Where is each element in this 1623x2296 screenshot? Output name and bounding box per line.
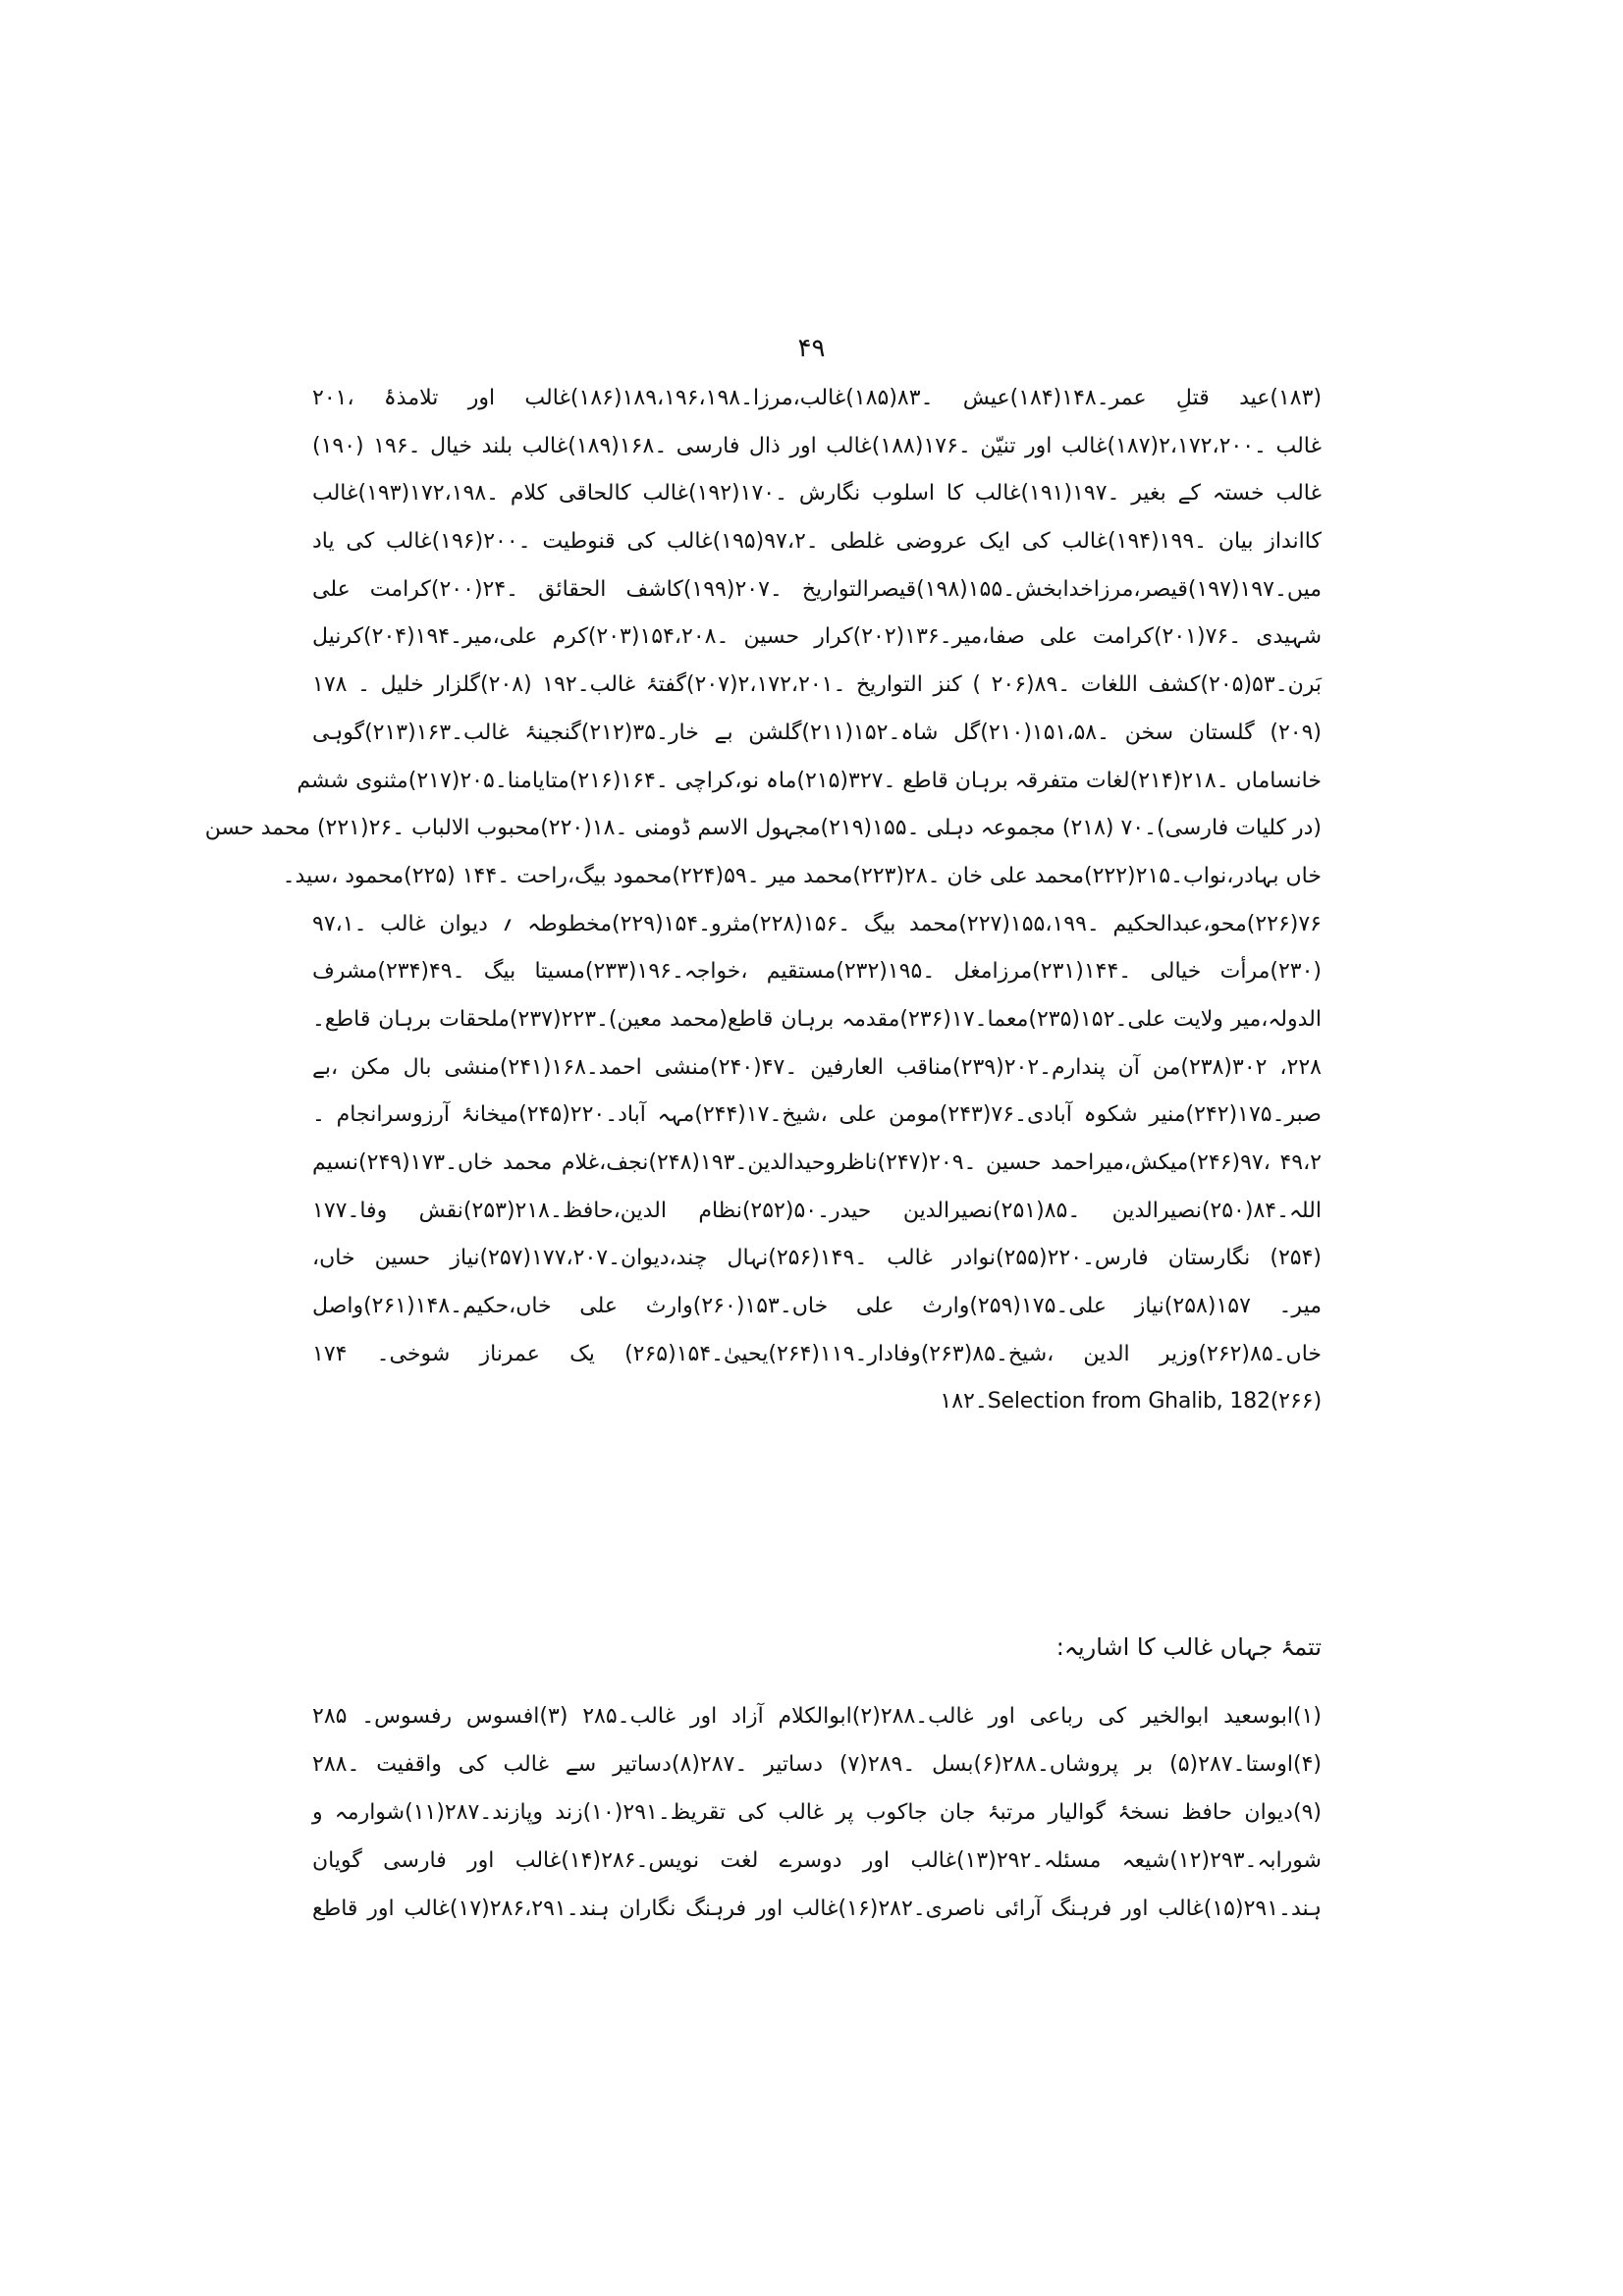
index-line: خاں۔۸۵(۲۶۲)وزیر الدین ،شیخ۔۸۵(۲۶۳)وفادار۔۱۱۹(۲۶۴)یحییٰ۔۱۵۴(۲۶۵) یک عمرناز شوخی۔ ۱۷۴: [312, 1341, 1322, 1366]
index-line: (۲۳۰)مرأت خیالی ۔۱۴۴(۲۳۱)مرزامغل ۔۱۹۵(۲۳۲)مستقیم ،خواجہ۔۱۹۶(۲۳۳)مسیتا بیگ ۔۴۹(۲۳۴)مشرف: [312, 959, 1323, 985]
index-line-last: Selection from Ghalib, 182(۲۶۶)۔۱۸۲: [940, 1389, 1322, 1415]
index-line: (۲۰۹) گلستان سخن ۔۱۵۱،۵۸(۲۱۰)گل شاہ۔۱۵۲(۲۱۱)گلشن بے خار۔۳۵(۲۱۲)گنجینۂ غالب۔۱۶۳(۲۱۳)گوہی: [312, 720, 1323, 745]
supplement-line: (۴)اوستا۔۲۸۷(۵) بر پروشاں۔۲۸۸(۶)بسل ۔۲۸۹(۷) دساتیر ۔۲۸۷(۸)دساتیر سے غالب کی واقفیت ۔۲۸۸: [312, 1752, 1322, 1777]
index-line: میر۔ ۱۵۷(۲۵۸)نیاز علی۔۱۷۵(۲۵۹)وارث علی خاں۔۱۵۳(۲۶۰)وارث علی خاں،حکیم۔۱۴۸(۲۶۱)واصل: [312, 1294, 1322, 1319]
index-line: غالب ۔۲،۱۷۲،۲۰۰(۱۸۷)غالب اور تنیّن ۔۱۷۶(۱۸۸)غالب اور ذال فارسی ۔۱۶۸(۱۸۹)غالب بلند خیال ۔۱۹۶ (۱۹۰): [312, 433, 1322, 458]
supplement-line: (۹)دیوان حافظ نسخۂ گوالیار مرتبۂ جان جاکوب پر غالب کی تقریظ۔۲۹۱(۱۰)زند وپازند۔۲۸۷(۱۱)شوارمہ و: [312, 1800, 1322, 1825]
supplement-line: شورابہ۔۲۹۳(۱۲)شیعہ مسئلہ۔۲۹۲(۱۳)غالب اور دوسرے لغت نویس۔۲۸۶(۱۴)غالب اور فارسی گویان: [312, 1848, 1322, 1873]
index-line: ۷۶(۲۲۶)محو،عبدالحکیم ۔۱۵۵،۱۹۹(۲۲۷)محمد بیگ ۔۱۵۶(۲۲۸)مثرو۔۱۵۴(۲۲۹)مخطوطہ ؍ دیوان غالب ۔۹۷،۱: [312, 911, 1322, 936]
index-line: (در کلیات فارسی)۔۷۰ (۲۱۸) مجموعہ دہلی ۔۱۵۵(۲۱۹)مجہول الاسم ڈومنی ۔۱۸(۲۲۰)محبوب الالباب ۔۲۶(۲۲۱) محمد حسن: [204, 816, 1322, 841]
index-line: شہیدی ۔۷۶(۲۰۱)کرامت علی صفا،میر۔۱۳۶(۲۰۲)کرار حسین ۔۱۵۴،۲۰۸(۲۰۳)کرم علی،میر۔۱۹۴(۲۰۴)کرنیل: [312, 624, 1322, 650]
index-line: ۴۹،۲ ،۹۷(۲۴۶)میکش،میراحمد حسین ۔۲۰۹(۲۴۷)ناظروحیدالدین۔۱۹۳(۲۴۸)نجف،غلام محمد خاں۔۱۷۳(۲۴۹)نسیم: [312, 1150, 1322, 1175]
supplement-line: ہند۔۲۹۱(۱۵)غالب اور فرہنگ آرائی ناصری۔۲۸۲(۱۶)غالب اور فرہنگ نگاران ہند۔۲۸۶،۲۹۱(۱۷)غالب اور قاطع: [312, 1896, 1323, 1921]
index-line: غالب خستہ کے بغیر ۔۱۹۷(۱۹۱)غالب کا اسلوب نگارش ۔۱۷۰(۱۹۲)غالب کالحاقی کلام ۔۱۷۲،۱۹۸(۱۹۳)غالب: [312, 481, 1322, 507]
page-number: ۴۹: [797, 334, 826, 363]
supplement-entries: [312, 1692, 1322, 1933]
index-line: خاں بہادر،نواب۔۲۱۵(۲۲۲)محمد علی خان ۔۲۸(۲۲۳)محمد میر ۔۵۹(۲۲۴)محمود بیگ،راحت ۔۱۴۴ (۲۲۵)محمود ،سید۔: [282, 863, 1322, 888]
index-line: (۲۵۴) نگارستان فارس۔۲۲۰(۲۵۵)نوادر غالب ۔۱۴۹(۲۵۶)نہال چند،دیوان۔۱۷۷،۲۰۷(۲۵۷)نیاز حسین خاں،: [312, 1246, 1322, 1271]
index-line: کاانداز بیان ۔۱۹۹(۱۹۴)غالب کی ایک عروضی غلطی ۔۹۷،۲(۱۹۵)غالب کی قنوطیت ۔۲۰۰(۱۹۶)غالب کی یاد: [312, 529, 1322, 555]
supplement-heading-block: [312, 1624, 1322, 1671]
index-line: میں۔۱۹۷(۱۹۷)قیصر،مرزاخدابخش۔۱۵۵(۱۹۸)قیصرالتواریخ ۔۲۰۷(۱۹۹)کاشف الحقائق ۔۲۴(۲۰۰)کرامت علی: [312, 576, 1322, 602]
section-heading: تتمۂ جہاں غالب کا اشاریہ:: [1055, 1633, 1322, 1661]
index-line: بَرن۔۵۳(۲۰۵)کشف اللغات ۔۸۹(۲۰۶ ) کنز التواریخ ۔۲،۱۷۲،۲۰۱(۲۰۷)گفتۂ غالب۔۱۹۲ (۲۰۸)گلزار خلیل ۔ ۱۷۸: [312, 672, 1322, 698]
index-line: ۲۲۸، ۳۰۲(۲۳۸)من آن پندارم۔۲۰۲(۲۳۹)مناقب العارفین ۔۴۷(۲۴۰)منشی احمد۔۱۶۸(۲۴۱)منشی بال مکن ،بے: [312, 1054, 1322, 1080]
index-entries: [204, 375, 1323, 1426]
index-line: الدولہ،میر ولایت علی۔۱۵۲(۲۳۵)معما۔۱۷(۲۳۶)مقدمہ برہان قاطع(محمد معین)۔۲۲۳(۲۳۷)ملحقات برہان قاطع۔: [312, 1006, 1322, 1032]
index-line: (۱۸۳)عید قتلِ عمر۔۱۴۸(۱۸۴)عیش ۔۸۳(۱۸۵)غالب،مرزا۔۱۸۹،۱۹۶،۱۹۸(۱۸۶)غالب اور تلامذۂ ،۲۰۱: [312, 386, 1323, 410]
index-line: خانساماں ۔۲۱۸(۲۱۴)لغات متفرقہ برہان قاطع ۔۳۲۷(۲۱۵)ماہ نو،کراچی ۔۱۶۴(۲۱۶)متایامنا۔۲۰۵(۲۱۷)مثنوی ششم: [297, 768, 1322, 793]
index-line: اللہ۔۸۴(۲۵۰)نصیرالدین ۔۸۵(۲۵۱)نصیرالدین حیدر۔۵۰(۲۵۲)نظام الدین،حافظ۔۲۱۸(۲۵۳)نقش وفا۔۱۷۷: [312, 1198, 1322, 1223]
supplement-line: (۱)ابوسعید ابوالخیر کی رباعی اور غالب۔۲۸۸(۲)ابوالکلام آزاد اور غالب۔۲۸۵ (۳)افسوس رفسوس۔ ۲۸۵: [312, 1704, 1322, 1729]
index-line: صبر۔۱۷۵(۲۴۲)منیر شکوہ آبادی۔۷۶(۲۴۳)مومن علی ،شیخ۔۱۷(۲۴۴)مہہ آباد۔۲۲۰(۲۴۵)میخانۂ آرزوسرانجام ۔: [312, 1102, 1322, 1128]
